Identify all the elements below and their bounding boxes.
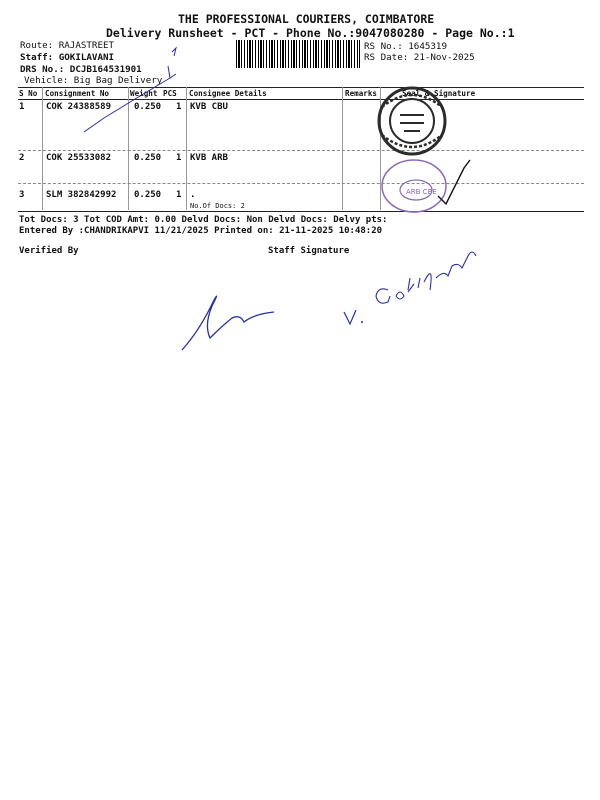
row1-weight: 0.250 bbox=[134, 102, 162, 112]
drs-number: DRS No.: DCJB164531901 bbox=[20, 64, 142, 75]
route-label: Route: RAJASTREET bbox=[20, 40, 115, 51]
row2-consignment: COK 25533082 bbox=[46, 153, 112, 163]
verified-by-label: Verified By bbox=[19, 246, 79, 256]
row1-consignee: KVB CBU bbox=[190, 102, 228, 112]
entered-by-line: Entered By :CHANDRIKAPVI 11/21/2025 Printed on: 21-11-2025 10:48:20 bbox=[19, 226, 383, 236]
svg-text:ARB CBE: ARB CBE bbox=[406, 188, 437, 196]
row1-consignment: COK 24388589 bbox=[46, 102, 112, 112]
col-header-consignee: Consignee Details bbox=[189, 89, 267, 98]
row1-sno: 1 bbox=[19, 102, 25, 112]
row2-weight: 0.250 bbox=[134, 153, 162, 163]
vehicle-label: Vehicle: Big Bag Delivery bbox=[24, 75, 163, 86]
row3-consignee: . bbox=[190, 190, 196, 200]
staff-label: Staff: GOKILAVANI bbox=[20, 52, 115, 63]
col-header-remarks: Remarks bbox=[345, 89, 378, 98]
rs-date: RS Date: 21-Nov-2025 bbox=[364, 52, 475, 63]
col-header-pcs: PCS bbox=[163, 89, 177, 98]
runsheet-subtitle: Delivery Runsheet - PCT - Phone No.:9047080280 - Page No.:1 bbox=[106, 26, 515, 40]
rs-number: RS No.: 1645319 bbox=[364, 41, 447, 52]
col-header-consignment: Consignment No bbox=[45, 89, 110, 98]
col-header-weight: Weight bbox=[130, 89, 158, 98]
totals-line: Tot Docs: 3 Tot COD Amt: 0.00 Delvd Docs: Non Delvd Docs: Delvy pts: bbox=[19, 215, 388, 225]
row2-pcs: 1 bbox=[176, 153, 182, 163]
row3-sno: 3 bbox=[19, 190, 25, 200]
row3-consignment: SLM 382842992 bbox=[46, 190, 117, 200]
row2-sno: 2 bbox=[19, 153, 25, 163]
row3-weight: 0.250 bbox=[134, 190, 162, 200]
col-header-sno: S No bbox=[19, 89, 38, 98]
col-header-seal: Seal & Signature bbox=[402, 89, 476, 98]
row3-pcs: 1 bbox=[176, 190, 182, 200]
row2-consignee: KVB ARB bbox=[190, 153, 228, 163]
row3-doc-count: No.Of Docs: 2 bbox=[190, 202, 245, 210]
staff-signature-label: Staff Signature bbox=[268, 246, 350, 256]
company-title: THE PROFESSIONAL COURIERS, COIMBATORE bbox=[178, 12, 435, 26]
row1-pcs: 1 bbox=[176, 102, 182, 112]
